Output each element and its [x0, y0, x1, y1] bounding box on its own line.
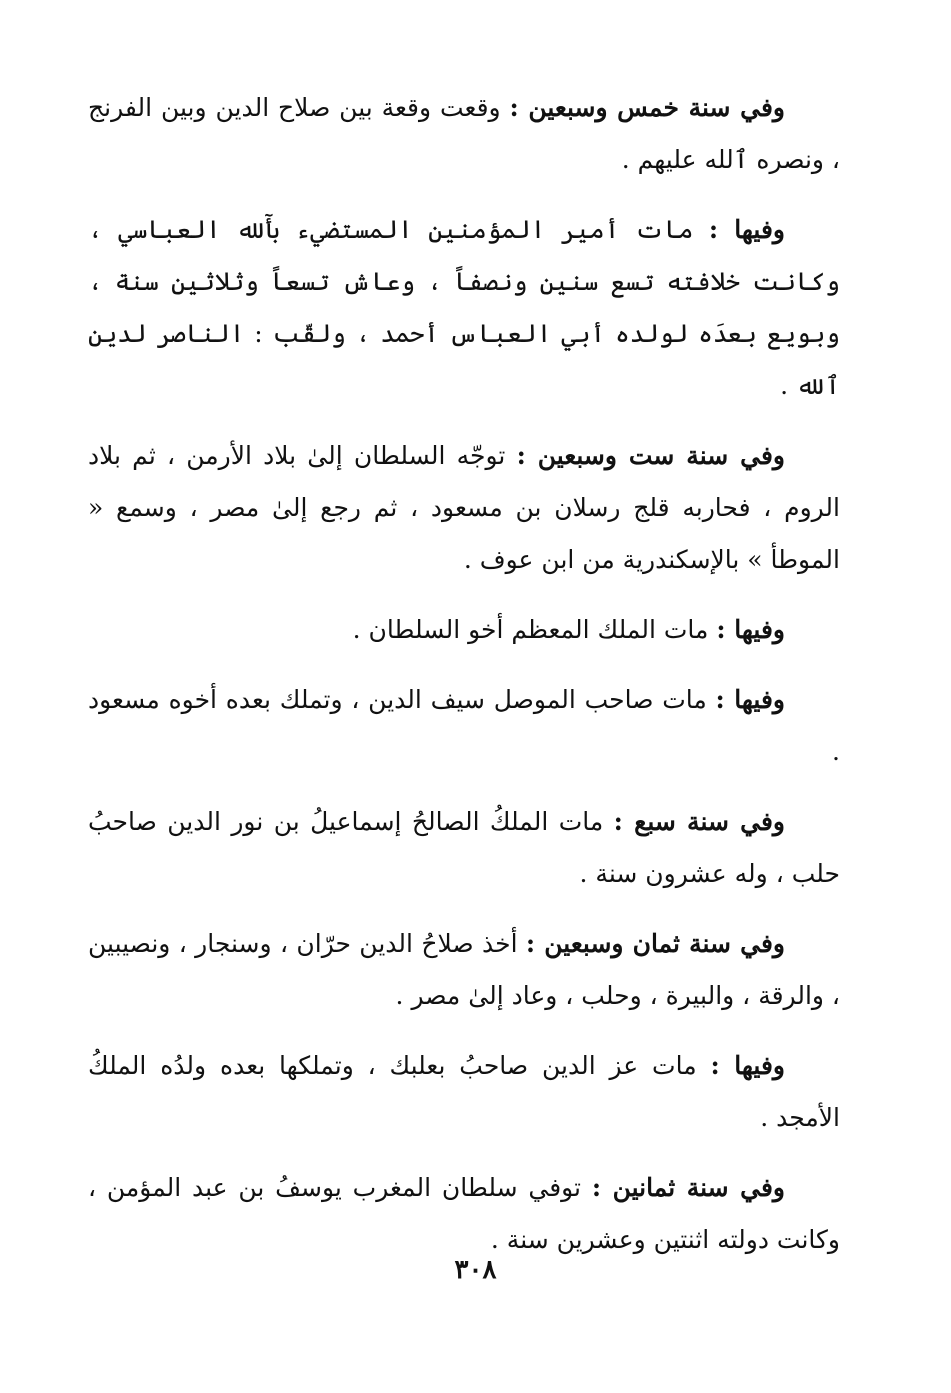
paragraph-9 — [88, 1162, 840, 1266]
paragraph-lead: وفي سنة ثمانين : — [591, 1173, 786, 1202]
paragraph-2 — [88, 204, 840, 412]
paragraph-text: مات الملكُ الصالحُ إسماعيلُ بن نور الدين صاحبُ حلب ، وله عشرون سنة . — [88, 807, 840, 888]
paragraph-text: توجّه السلطان إلىٰ بلاد الأرمن ، ثم بلاد الروم ، فحاربه قلج رسلان بن مسعود ، ثم رجع إلىٰ مصر ، وسمع « الموطأ » بالإسكندرية من ابن عوف . — [88, 441, 840, 574]
paragraph-lead: وفي سنة خمس وسبعين : — [509, 93, 785, 122]
paragraph-text: مات عز الدين صاحبُ بعلبك ، وتملكها بعده ولدُه الملكُ الأمجد . — [88, 1051, 840, 1132]
paragraph-1 — [88, 82, 840, 186]
paragraph-text: أخذ صلاحُ الدين حرّان ، وسنجار ، ونصيبين ، والرقة ، والبيرة ، وحلب ، وعاد إلىٰ مصر . — [88, 929, 840, 1010]
paragraph-lead: وفي سنة ست وسبعين : — [516, 441, 785, 470]
paragraph-lead: وفيها : — [708, 215, 786, 244]
paragraph-4 — [88, 604, 840, 656]
paragraph-text: توفي سلطان المغرب يوسفُ بن عبد المؤمن ، وكانت دولته اثنتين وعشرين سنة . — [88, 1173, 840, 1254]
paragraph-5 — [88, 674, 840, 778]
paragraph-7 — [88, 918, 840, 1022]
text-block — [88, 82, 840, 1284]
paragraph-text: مات صاحب الموصل سيف الدين ، وتملك بعده أخوه مسعود . — [88, 685, 840, 766]
paragraph-text: وقعت وقعة بين صلاح الدين وبين الفرنج ، ونصره ٱلله عليهم . — [88, 93, 840, 174]
paragraph-lead: وفي سنة ثمان وسبعين : — [525, 929, 785, 958]
paragraph-8 — [88, 1040, 840, 1144]
paragraph-lead: وفي سنة سبع : — [613, 807, 785, 836]
paragraph-lead: وفيها : — [716, 615, 785, 644]
paragraph-lead: وفيها : — [715, 685, 785, 714]
page-number: ٣٠٨ — [454, 1255, 497, 1285]
paragraph-lead: وفيها : — [710, 1051, 785, 1080]
paragraph-text: مات الملك المعظم أخو السلطان . — [352, 615, 717, 644]
paragraph-3 — [88, 430, 840, 586]
paragraph-6 — [88, 796, 840, 900]
paragraph-text: مات أمير المؤمنين المستضيء بأٓلله العباسي ، وكانت خلافته تسع سنين ونصفاً ، وعاش تسعاً وثلاثين سنة ، وبويع بعدَه لولده أبي العباس أحمد ، ولقّب : الناصر لدين ٱلله . — [88, 215, 841, 400]
